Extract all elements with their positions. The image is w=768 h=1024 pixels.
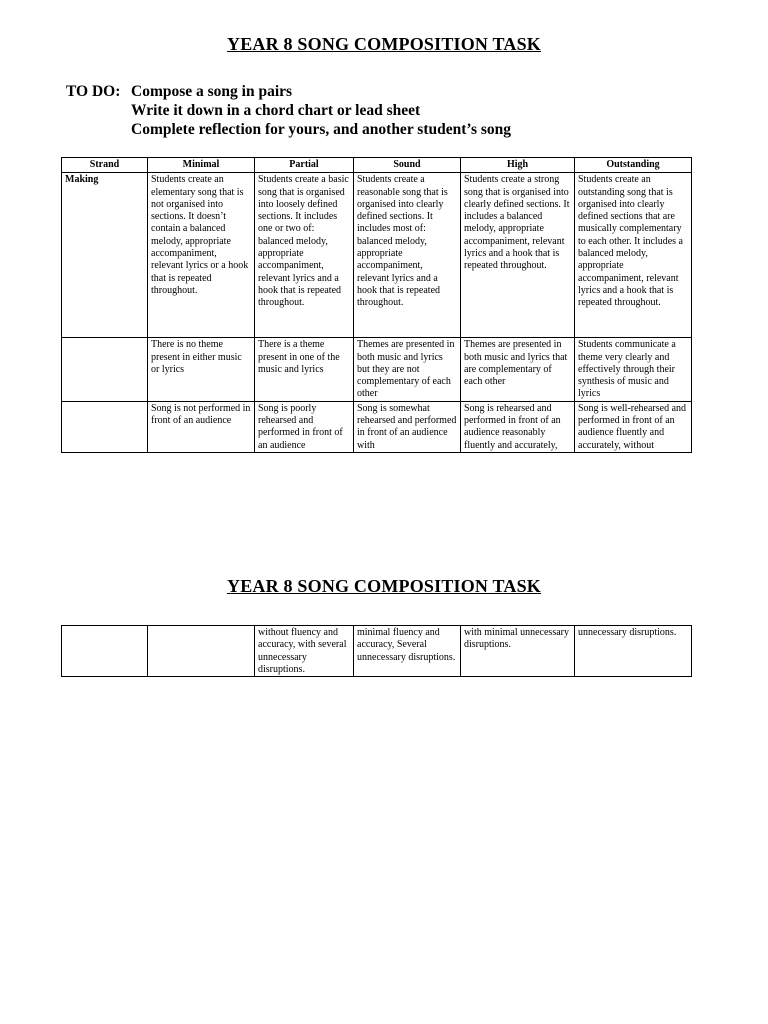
table-cell: with minimal unnecessary disruptions. <box>461 626 575 677</box>
table-cell: Song is not performed in front of an audience <box>148 401 255 452</box>
strand-cell <box>62 401 148 452</box>
todo-line: Compose a song in pairs <box>131 83 293 100</box>
table-cell: Students communicate a theme very clearly and effectively through their synthesis of music and lyrics <box>575 338 692 401</box>
strand-cell: Making <box>62 173 148 338</box>
rubric-table-continued <box>61 625 692 677</box>
column-header-sound: Sound <box>354 158 461 173</box>
strand-cell <box>62 338 148 401</box>
table-cell: Students create a reasonable song that is organised into clearly defined sections. It includes most of: balanced melody, appropriate accompaniment, relevant lyrics and a hook that is repeated throughout. <box>354 173 461 338</box>
table-row <box>62 338 692 401</box>
table-cell: There is no theme present in either music or lyrics <box>148 338 255 401</box>
column-header-outstanding: Outstanding <box>575 158 692 173</box>
table-cell: unnecessary disruptions. <box>575 626 692 677</box>
todo-line: Complete reflection for yours, and another student’s song <box>131 121 512 138</box>
page-title: YEAR 8 SONG COMPOSITION TASK <box>227 576 541 596</box>
table-cell <box>148 626 255 677</box>
table-cell: Song is somewhat rehearsed and performed in front of an audience with <box>354 401 461 452</box>
rubric-table <box>61 157 692 453</box>
table-cell: Students create an elementary song that is not organised into sections. It doesn’t contain a balanced melody, appropriate accompaniment, relevant lyrics or a hook that is repeated throughout. <box>148 173 255 338</box>
table-cell: Students create a basic song that is organised into loosely defined sections. It includes one or two of: balanced melody, appropriate accompaniment, relevant lyrics and a hook that is repeated throughout. <box>255 173 354 338</box>
todo-list <box>66 82 511 139</box>
strand-cell <box>62 626 148 677</box>
todo-item <box>66 82 511 101</box>
table-cell: Students create an outstanding song that is organised into clearly defined sections that are musically complementary to each other. It includes a balanced melody, appropriate accompaniment, relevant lyrics and a hook that is repeated throughout. <box>575 173 692 338</box>
todo-line: Write it down in a chord chart or lead sheet <box>131 102 421 119</box>
todo-item <box>66 120 511 139</box>
todo-label: TO DO: <box>66 83 121 100</box>
table-cell: Song is well-rehearsed and performed in front of an audience fluently and accurately, without <box>575 401 692 452</box>
column-header-high: High <box>461 158 575 173</box>
todo-item <box>66 101 511 120</box>
table-row <box>62 626 692 677</box>
column-header-minimal: Minimal <box>148 158 255 173</box>
table-cell: without fluency and accuracy, with several unnecessary disruptions. <box>255 626 354 677</box>
table-cell: There is a theme present in one of the music and lyrics <box>255 338 354 401</box>
table-row <box>62 401 692 452</box>
table-cell: Song is poorly rehearsed and performed in front of an audience <box>255 401 354 452</box>
table-cell: minimal fluency and accuracy, Several unnecessary disruptions. <box>354 626 461 677</box>
table-header-row <box>62 158 692 173</box>
table-cell: Themes are presented in both music and lyrics but they are not complementary of each other <box>354 338 461 401</box>
column-header-strand: Strand <box>62 158 148 173</box>
page-title: YEAR 8 SONG COMPOSITION TASK <box>227 34 541 54</box>
table-cell: Students create a strong song that is organised into clearly defined sections. It includes a balanced melody, appropriate accompaniment, relevant lyrics and a hook that is repeated throughout. <box>461 173 575 338</box>
table-cell: Themes are presented in both music and lyrics that are complementary of each other <box>461 338 575 401</box>
table-cell: Song is rehearsed and performed in front of an audience reasonably fluently and accurately, <box>461 401 575 452</box>
column-header-partial: Partial <box>255 158 354 173</box>
table-row <box>62 173 692 338</box>
